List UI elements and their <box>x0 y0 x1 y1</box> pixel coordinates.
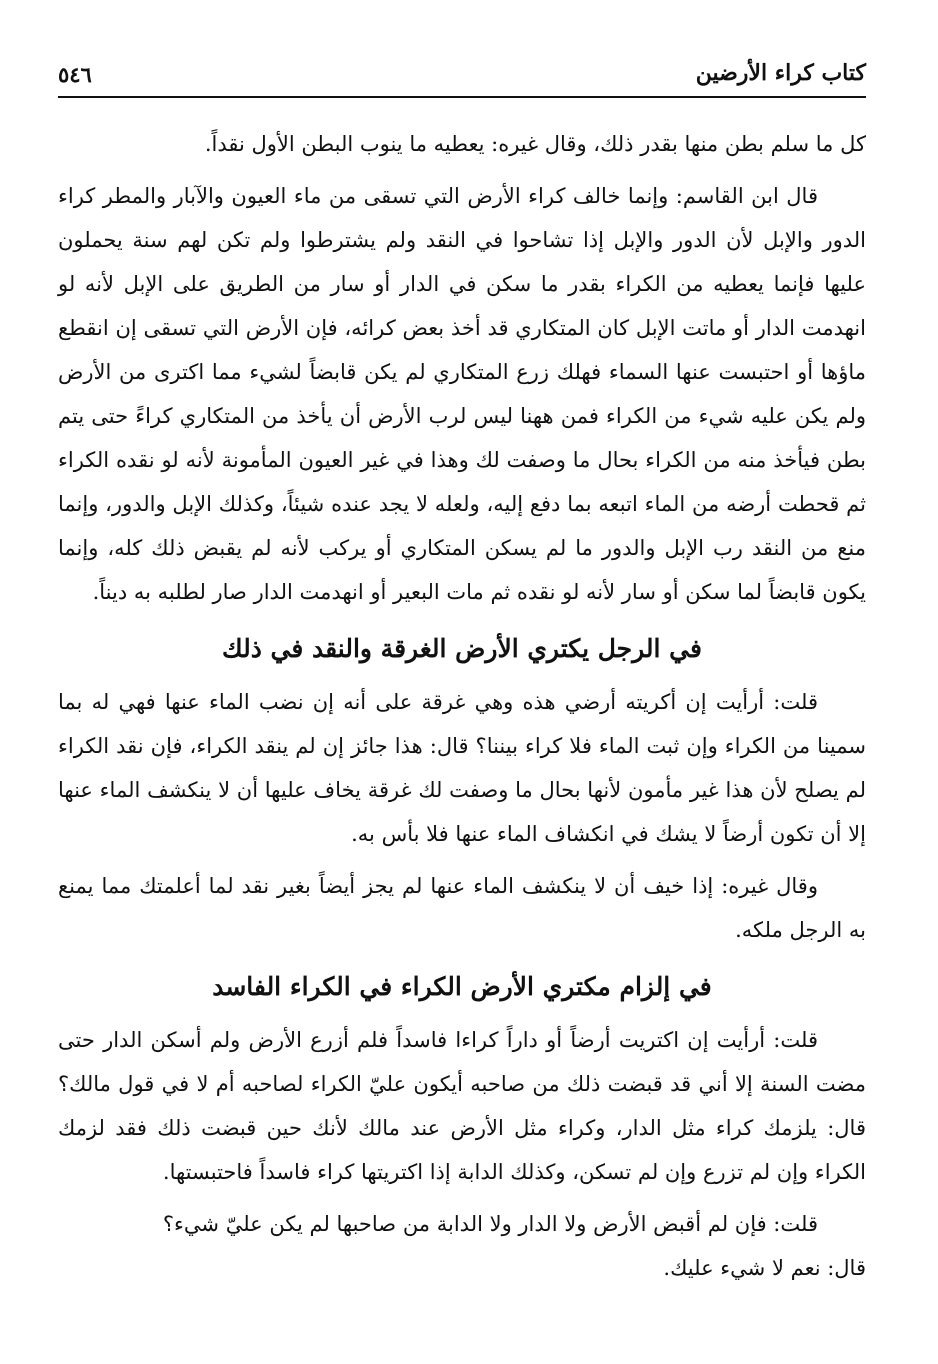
page-body <box>58 122 866 1290</box>
paragraph-continuation: كل ما سلم بطن منها بقدر ذلك، وقال غيره: يعطيه ما ينوب البطن الأول نقداً. <box>204 132 866 156</box>
running-title: كتاب كراء الأرضين <box>695 60 866 86</box>
paragraph-flooded-land-question: قلت: أرأيت إن أكريته أرضي هذه وهي غرقة على أنه إن نضب الماء عنها فهي له بما سمينا من الكراء وإن ثبت الماء فلا كراء بيننا؟ قال: هذا جائز إن لم ينقد الكراء، فإن نقد الكراء لم يصلح لأن هذا غير مأمون لأنها بحال ما وصفت لك غرقة يخاف عليها أن لا ينكشف الماء عنها إلا أن تكون أرضاً لا يشك في انكشاف الماء عنها فلا بأس به. <box>58 690 866 846</box>
paragraph-other-opinion: وقال غيره: إذا خيف أن لا ينكشف الماء عنها لم يجز أيضاً بغير نقد لما أعلمتك مما يمنع به الرجل ملكه. <box>58 874 866 942</box>
section-heading-flooded-land: في الرجل يكتري الأرض الغرقة والنقد في ذلك <box>222 634 702 663</box>
paragraph-answer: قال: نعم لا شيء عليك. <box>663 1256 866 1280</box>
paragraph-ibn-al-qasim: قال ابن القاسم: وإنما خالف كراء الأرض التي تسقى من ماء العيون والآبار والمطر كراء الدور والإبل لأن الدور والإبل إذا تشاحوا في النقد ولم يشترطوا ولم تكن لهم سنة يحملون عليها فإنما يعطيه من الكراء بقدر ما سكن في الدار أو سار من الطريق على الإبل لأنه لو انهدمت الدار أو ماتت الإبل كان المتكاري قد أخذ بعض كرائه، فإن الأرض التي تسقى إن انقطع ماؤها أو احتبست عنها السماء فهلك زرع المتكاري لم يكن قابضاً لشيء مما اكترى من الأرض ولم يكن عليه شيء من الكراء فمن ههنا ليس لرب الأرض أن يأخذ من المتكاري كراءً حتى يتم بطن فيأخذ منه من الكراء بحال ما وصفت لك وهذا في غير العيون المأمونة لأنه لو نقده الكراء ثم قحطت أرضه من الماء اتبعه بما دفع إليه، ولعله لا يجد عنده شيئاً، وكذلك الإبل والدور، وإنما منع من النقد رب الإبل والدور ما لم يسكن المتكاري أو يركب لأنه لم يقبض ذلك كله، وإنما يكون قابضاً لما سكن أو سار لأنه لو نقده ثم مات البعير أو انهدمت الدار صار لطلبه به ديناً. <box>58 184 866 604</box>
paragraph-not-taken-question: قلت: فإن لم أقبض الأرض ولا الدار ولا الدابة من صاحبها لم يكن عليّ شيء؟ <box>162 1212 818 1236</box>
paragraph-invalid-rent-question: قلت: أرأيت إن اكتريت أرضاً أو داراً كراءا فاسداً فلم أزرع الأرض ولم أسكن الدار حتى مضت السنة إلا أني قد قبضت ذلك من صاحبه أيكون عليّ الكراء لصاحبه أم لا في قول مالك؟ قال: يلزمك كراء مثل الدار، وكراء مثل الأرض عند مالك لأنك حين قبضت ذلك فقد لزمك الكراء وإن لم تزرع وإن لم تسكن، وكذلك الدابة إذا اكتريتها كراء فاسداً فاحتبستها. <box>58 1028 866 1184</box>
section-heading-invalid-rent: في إلزام مكتري الأرض الكراء في الكراء الفاسد <box>212 972 712 1001</box>
running-header <box>58 50 866 98</box>
page-number: ٥٤٦ <box>58 62 92 87</box>
